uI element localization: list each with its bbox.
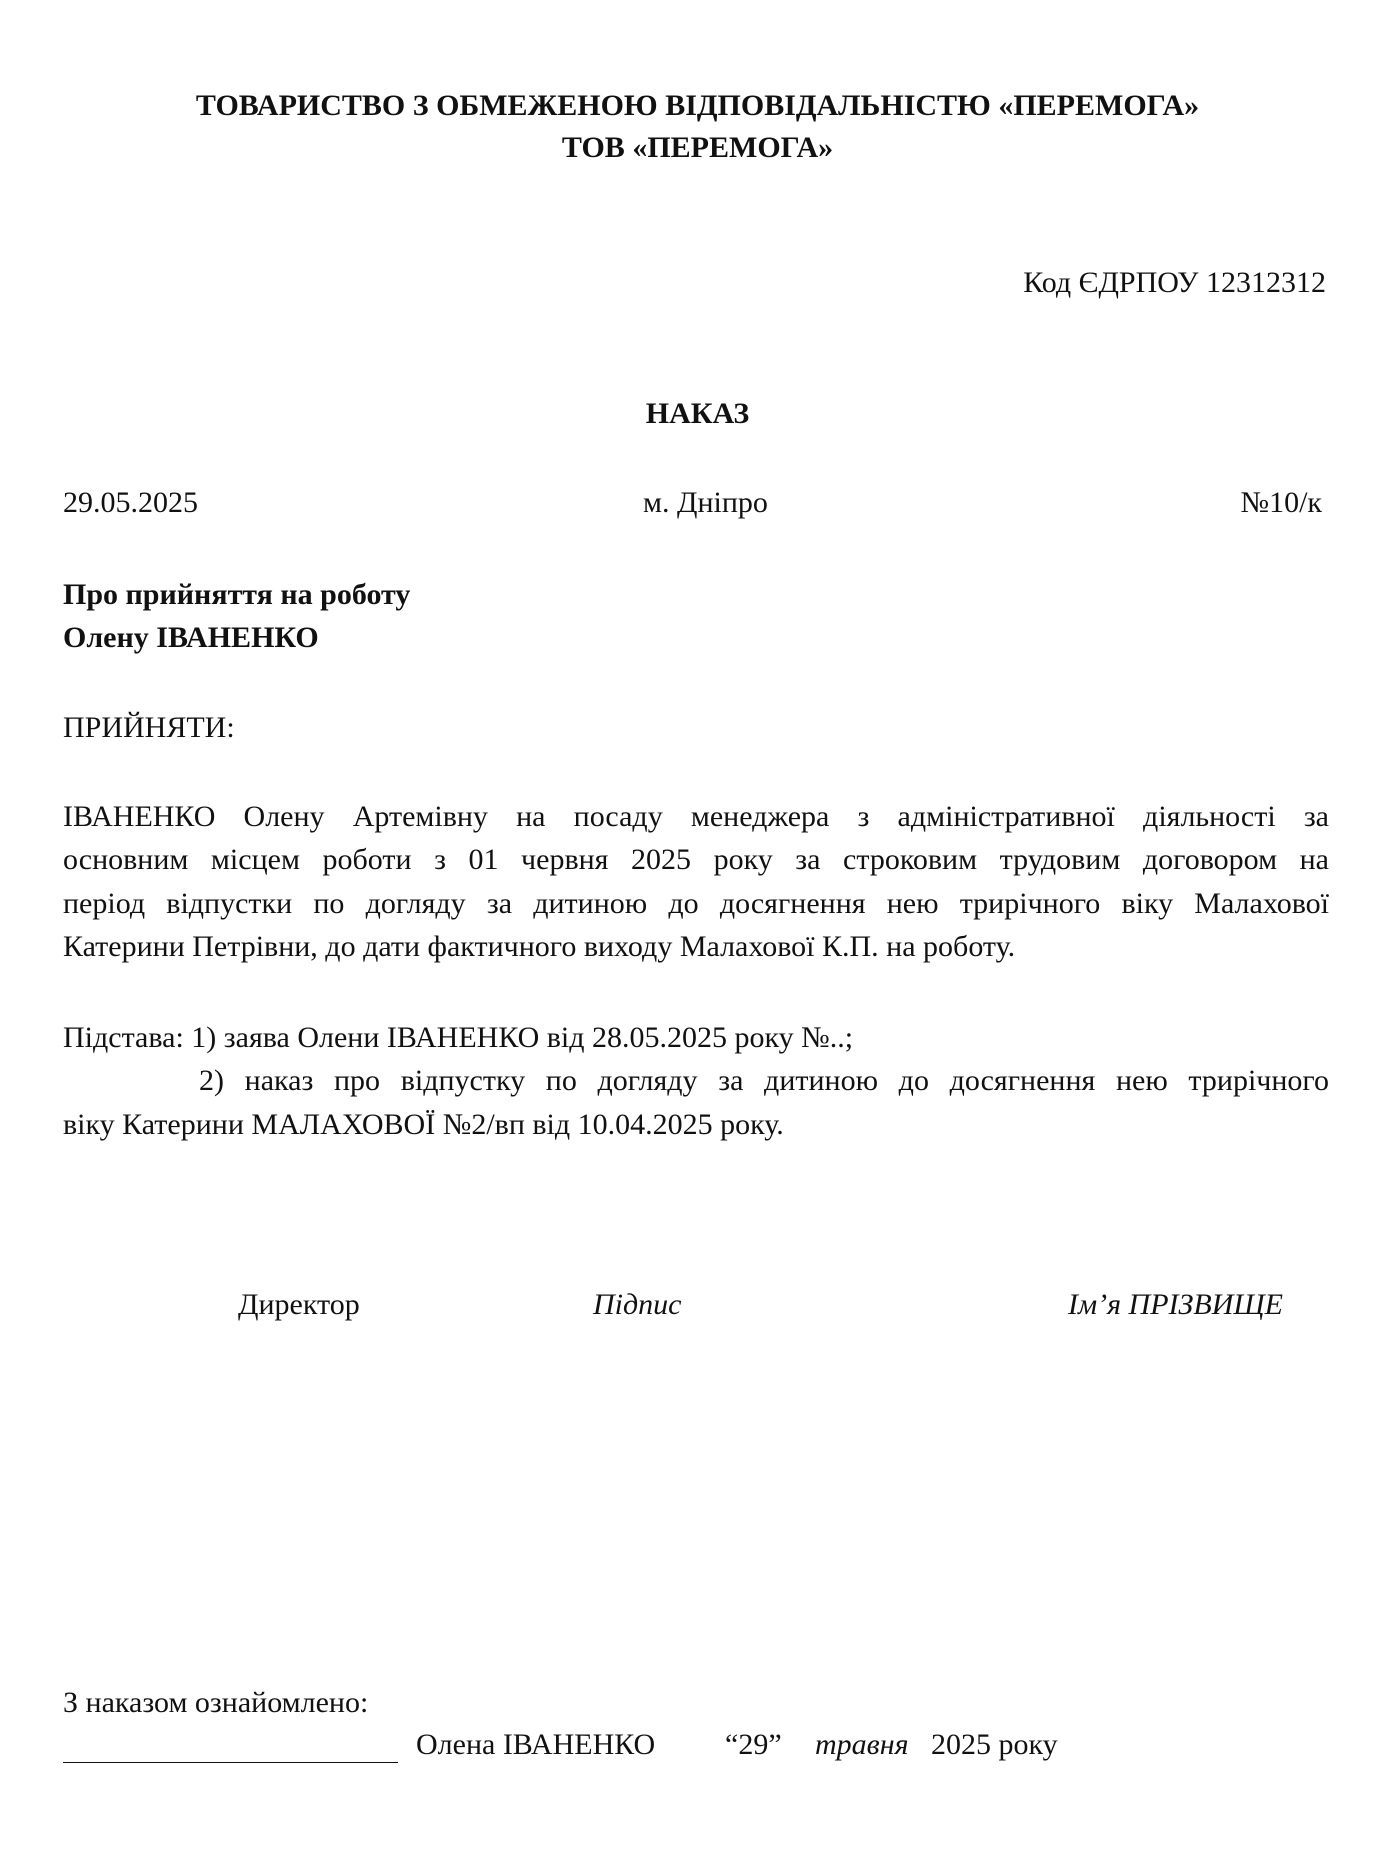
edrpou-code: Код ЄДРПОУ 12312312 bbox=[1023, 266, 1326, 299]
decision-label: ПРИЙНЯТИ: bbox=[63, 711, 235, 744]
signer-role: Директор bbox=[238, 1288, 360, 1321]
basis-line-1: Підстава: 1) заява Олени ІВАНЕНКО від 28.05.2025 року №..; bbox=[63, 1021, 854, 1054]
ack-year: 2025 року bbox=[931, 1728, 1058, 1761]
subject-line-1: Про прийняття на роботу bbox=[63, 578, 411, 611]
acknowledgement-label: З наказом ознайомлено: bbox=[63, 1686, 369, 1719]
subject-line-2: Олену ІВАНЕНКО bbox=[63, 621, 319, 654]
order-city: м. Дніпро bbox=[643, 486, 768, 519]
signature-underline bbox=[63, 1728, 398, 1763]
order-date: 29.05.2025 bbox=[63, 486, 198, 519]
decision-line: Катерини Петрівни, до дати фактичного виходу Малахової К.П. на роботу. bbox=[63, 929, 1016, 963]
signer-name: Ім’я ПРІЗВИЩЕ bbox=[1067, 1288, 1283, 1321]
ack-month: травня bbox=[815, 1728, 909, 1761]
basis-line-3: віку Катерини МАЛАХОВОЇ №2/вп від 10.04.2025 року. bbox=[63, 1107, 784, 1141]
org-full-name: ТОВАРИСТВО З ОБМЕЖЕНОЮ ВІДПОВІДАЛЬНІСТЮ «ПЕРЕМОГА» bbox=[195, 89, 1200, 122]
org-short-name: ТОВ «ПЕРЕМОГА» bbox=[561, 131, 834, 164]
decision-line: період відпустки по догляду за дитиною до досягнення нею трирічного віку Малахової bbox=[63, 886, 1329, 920]
basis-block bbox=[63, 1016, 1329, 1146]
order-number: №10/к bbox=[1240, 486, 1322, 519]
basis-line-2: 2) наказ про відпустку по догляду за дитиною до досягнення нею трирічного bbox=[199, 1064, 1329, 1098]
document-title: НАКАЗ bbox=[645, 397, 750, 430]
decision-body bbox=[63, 795, 1329, 968]
signature-placeholder: Підпис bbox=[593, 1288, 682, 1321]
employee-name: Олена ІВАНЕНКО bbox=[416, 1728, 656, 1761]
ack-day: “29” bbox=[725, 1728, 782, 1761]
decision-line: ІВАНЕНКО Олену Артемівну на посаду менеджера з адміністративної діяльності за bbox=[63, 800, 1329, 833]
decision-line: основним місцем роботи з 01 червня 2025 року за строковим трудовим договором на bbox=[63, 843, 1329, 877]
